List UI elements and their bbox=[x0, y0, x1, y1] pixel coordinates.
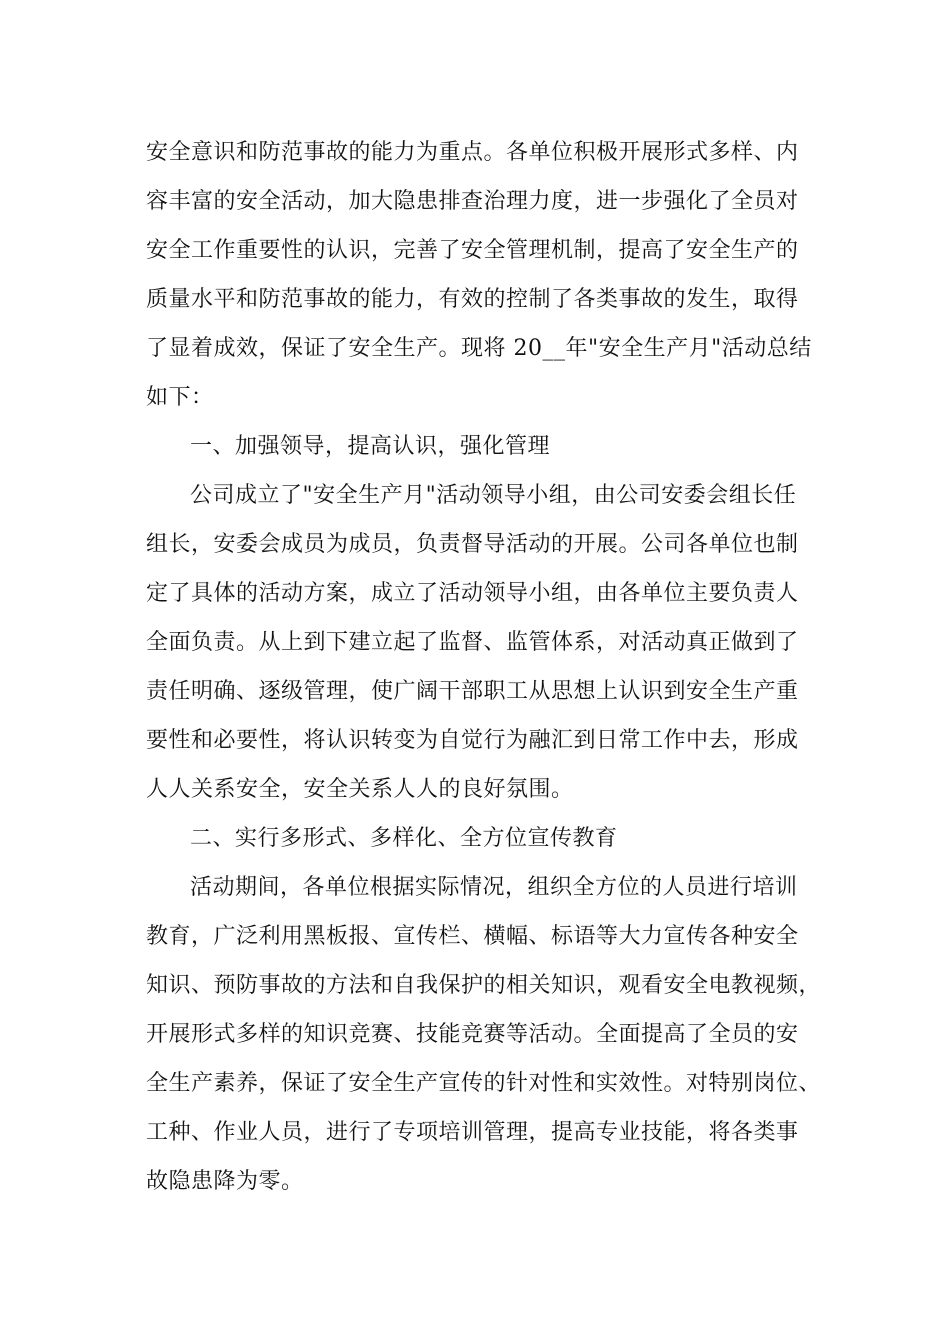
text-line: 开展形式多样的知识竞赛、技能竞赛等活动。全面提高了全员的安 bbox=[146, 1022, 799, 1047]
text-line: 知识、预防事故的方法和自我保护的相关知识，观看安全电教视频， bbox=[146, 973, 822, 998]
text-line: 工种、作业人员，进行了专项培训管理，提高专业技能，将各类事 bbox=[146, 1120, 799, 1145]
text-line: 责任明确、逐级管理，使广阔干部职工从思想上认识到安全生产重 bbox=[146, 679, 799, 704]
text-line: 全生产素养，保证了安全生产宣传的针对性和实效性。对特别岗位、 bbox=[146, 1071, 822, 1096]
text-line: 如下： bbox=[146, 385, 214, 410]
section-heading: 一、加强领导，提高认识，强化管理 bbox=[190, 434, 551, 459]
text-line: 教育，广泛利用黑板报、宣传栏、横幅、标语等大力宣传各种安全 bbox=[146, 924, 799, 949]
text-line: 定了具体的活动方案，成立了活动领导小组，由各单位主要负责人 bbox=[146, 581, 799, 606]
text-line: 要性和必要性，将认识转变为自觉行为融汇到日常工作中去，形成 bbox=[146, 728, 799, 753]
text-line: 了显着成效，保证了安全生产。现将 20__年"安全生产月"活动总结 bbox=[146, 336, 812, 361]
text-line: 公司成立了"安全生产月"活动领导小组，由公司安委会组长任 bbox=[190, 483, 797, 508]
text-line: 活动期间，各单位根据实际情况，组织全方位的人员进行培训 bbox=[190, 875, 798, 900]
text-line: 安全工作重要性的认识，完善了安全管理机制，提高了安全生产的 bbox=[146, 238, 799, 263]
text-line: 容丰富的安全活动，加大隐患排查治理力度，进一步强化了全员对 bbox=[146, 189, 799, 214]
text-line: 组长，安委会成员为成员，负责督导活动的开展。公司各单位也制 bbox=[146, 532, 799, 557]
text-line: 故隐患降为零。 bbox=[146, 1169, 304, 1194]
text-line: 安全意识和防范事故的能力为重点。各单位积极开展形式多样、内 bbox=[146, 140, 799, 165]
text-line: 全面负责。从上到下建立起了监督、监管体系，对活动真正做到了 bbox=[146, 630, 799, 655]
text-line: 人人关系安全，安全关系人人的良好氛围。 bbox=[146, 777, 574, 802]
text-line: 质量水平和防范事故的能力，有效的控制了各类事故的发生，取得 bbox=[146, 287, 799, 312]
section-heading: 二、实行多形式、多样化、全方位宣传教育 bbox=[190, 826, 618, 851]
document-body bbox=[146, 128, 836, 1206]
